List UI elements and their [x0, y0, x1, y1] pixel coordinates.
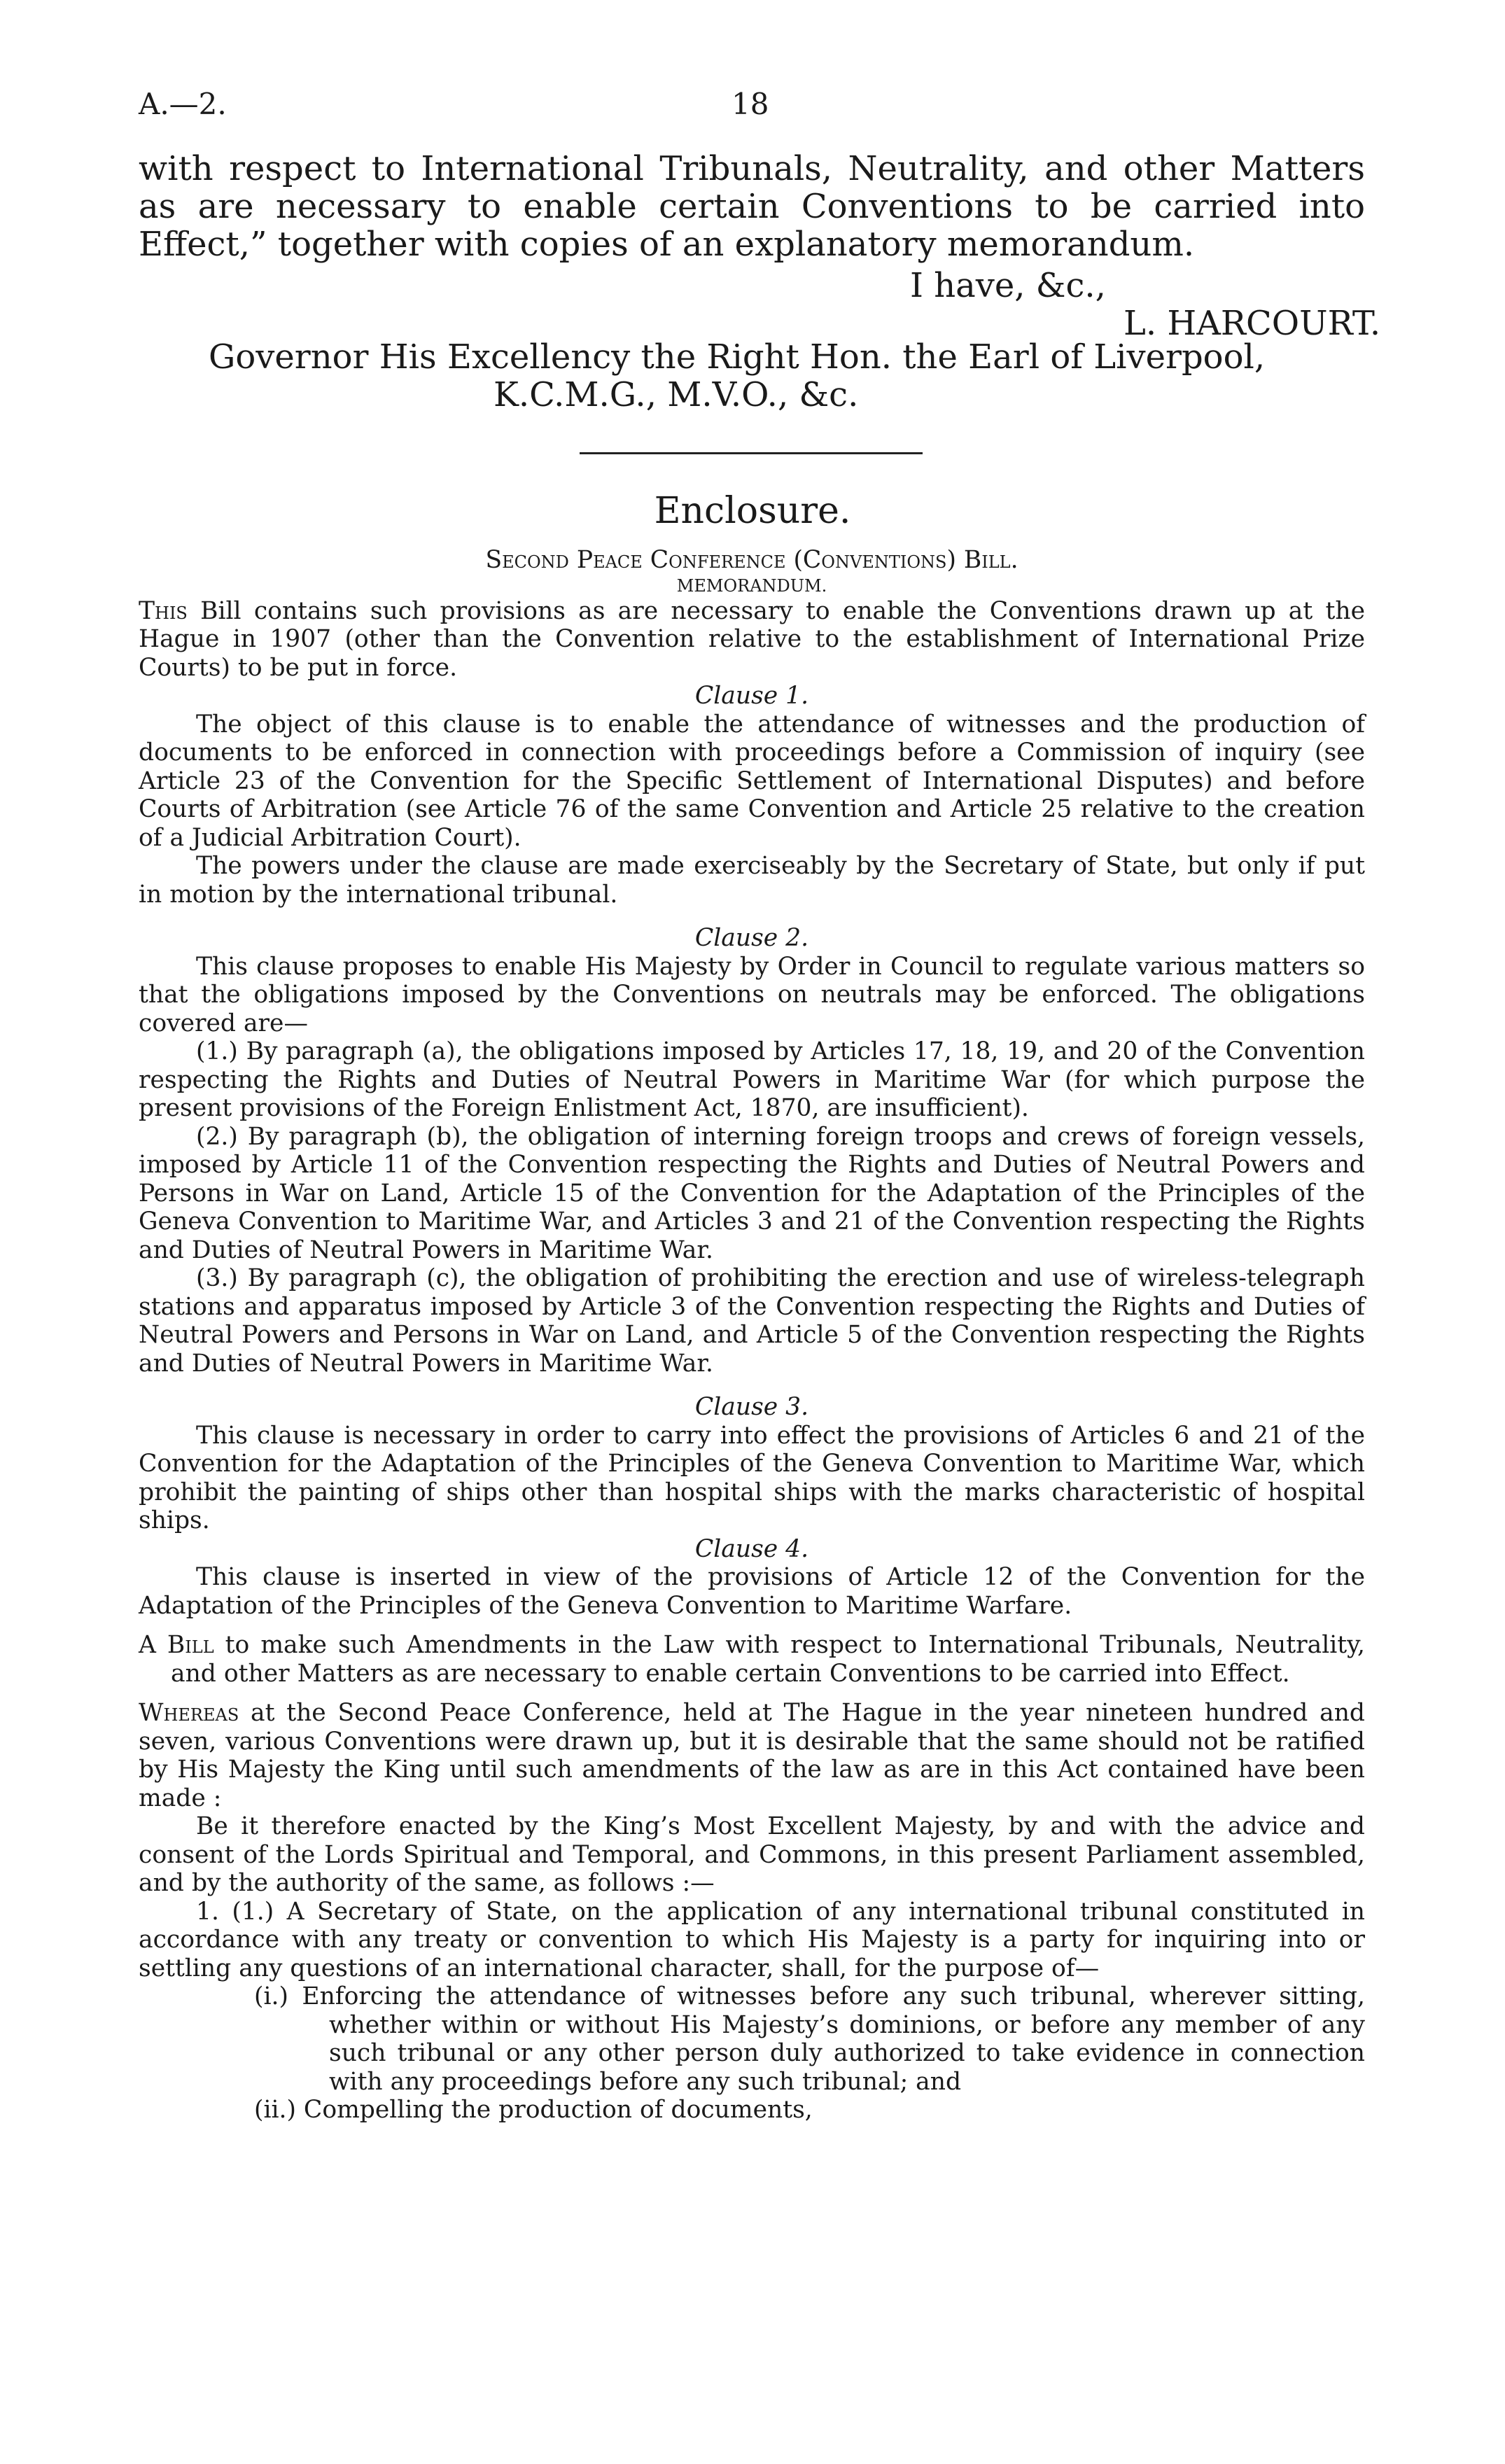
clause-1-paragraph-2: The powers under the clause are made exerciseably by the Secretary of State, but only if put in motion by the international tribunal. — [139, 852, 1365, 909]
bill-title: Second Peace Conference (Conventions) Bill. — [485, 546, 1018, 574]
page-number: 18 — [732, 87, 769, 121]
addressee-line-1: Governor His Excellency the Right Hon. the Earl of Liverpool, — [209, 337, 1266, 377]
bill-preamble: Whereas at the Second Peace Conference, held at The Hague in the year nineteen hundred and seven, various Conventions were drawn up, but it is desirable that the same should not be ratified by His Majesty the King until such amendments of the law as are in this Act contained have been made : — [139, 1699, 1365, 1812]
bill-section-1-item-i: (i.) Enforcing the attendance of witnesses before any such tribunal, wherever sitting, whether within or without His Majesty’s dominions, or before any member of any such tribunal or any other person duly authorized to take evidence in connection with any proceedings before any such tribunal; and — [254, 1982, 1365, 2096]
bill-long-title: A Bill to make such Amendments in the Law with respect to International Tribunals, Neutrality, and other Matters as are necessary to enable certain Conventions to be carried into Effect. — [139, 1631, 1366, 1688]
enclosure-body — [139, 546, 1365, 2124]
bill-section-1: 1. (1.) A Secretary of State, on the application of any international tribunal constituted in accordance with any treaty or convention to which His Majesty is a party for inquiring into or settling any questions of an international character, shall, for the purpose of— — [139, 1897, 1365, 1982]
letter-closing: I have, &c., — [910, 266, 1106, 305]
clause-4-paragraph: This clause is inserted in view of the provisions of Article 12 of the Convention for the Adaptation of the Principles of the Geneva Convention to Maritime Warfare. — [139, 1563, 1365, 1620]
clause-2-intro: This clause proposes to enable His Majesty by Order in Council to regulate various matters so that the obligations imposed by the Conventions on neutrals may be enforced. The obligations covered are— — [139, 952, 1365, 1037]
clause-2-item-1: (1.) By paragraph (a), the obligations imposed by Articles 17, 18, 19, and 20 of the Convention respecting the Rights and Duties of Neutral Powers in Maritime War (for which purpose the present provisions of the Foreign Enlistment Act, 1870, are insufficient). — [139, 1037, 1365, 1122]
clause-2-heading: Clause 2. — [694, 924, 809, 952]
letter-continuation: with respect to International Tribunals, Neutrality, and other Matters as are necessary to enable certain Conventions to be carried into Effect,” together with copies of an explanatory memorandum. — [139, 149, 1365, 264]
bill-enacting-formula: Be it therefore enacted by the King’s Most Excellent Majesty, by and with the advice and consent of the Lords Spiritual and Temporal, and Commons, in this present Parliament assembled, and by the authority of the same, as follows :— — [139, 1812, 1365, 1897]
clause-3-paragraph: This clause is necessary in order to carry into effect the provisions of Articles 6 and 21 of the Convention for the Adaptation of the Principles of the Geneva Convention to Maritime War, which prohibit the painting of ships other than hospital ships with the marks characteristic of hospital ships. — [139, 1421, 1365, 1534]
bill-section-1-item-ii: (ii.) Compelling the production of documents, — [254, 2096, 813, 2124]
section-divider — [580, 452, 923, 454]
memorandum-intro: This Bill contains such provisions as are necessary to enable the Conventions drawn up at the Hague in 1907 (other than the Convention relative to the establishment of International Prize Courts) to be put in force. — [139, 596, 1365, 682]
clause-4-heading: Clause 4. — [694, 1534, 809, 1563]
clause-3-heading: Clause 3. — [694, 1393, 809, 1421]
clause-2-item-2: (2.) By paragraph (b), the obligation of interning foreign troops and crews of foreign vessels, imposed by Article 11 of the Convention respecting the Rights and Duties of Neutral Powers and Persons in War on Land, Article 15 of the Convention for the Adaptation of the Principles of the Geneva Convention to Maritime War, and Articles 3 and 21 of the Convention respecting the Rights and Duties of Neutral Powers in Maritime War. — [139, 1122, 1365, 1264]
memorandum-label: MEMORANDUM. — [676, 575, 827, 596]
clause-2-item-3: (3.) By paragraph (c), the obligation of prohibiting the erection and use of wireless-telegraph stations and apparatus imposed by Article 3 of the Convention respecting the Rights and Duties of Neutral Powers and Persons in War on Land, and Article 5 of the Convention respecting the Rights and Duties of Neutral Powers in Maritime War. — [139, 1264, 1365, 1378]
addressee-line-2: K.C.M.G., M.V.O., &c. — [493, 375, 859, 414]
enclosure-heading: Enclosure. — [654, 490, 851, 532]
clause-1-paragraph-1: The object of this clause is to enable the attendance of witnesses and the production of documents to be enforced in connection with proceedings before a Commission of inquiry (see Article 23 of the Convention for the Specific Settlement of International Disputes) and before Courts of Arbitration (see Article 76 of the same Convention and Article 25 relative to the creation of a Judicial Arbitration Court). — [139, 710, 1365, 852]
clause-1-heading: Clause 1. — [694, 682, 809, 710]
document-reference: A.—2. — [139, 87, 227, 121]
letter-signature: L. HARCOURT. — [1124, 304, 1381, 343]
